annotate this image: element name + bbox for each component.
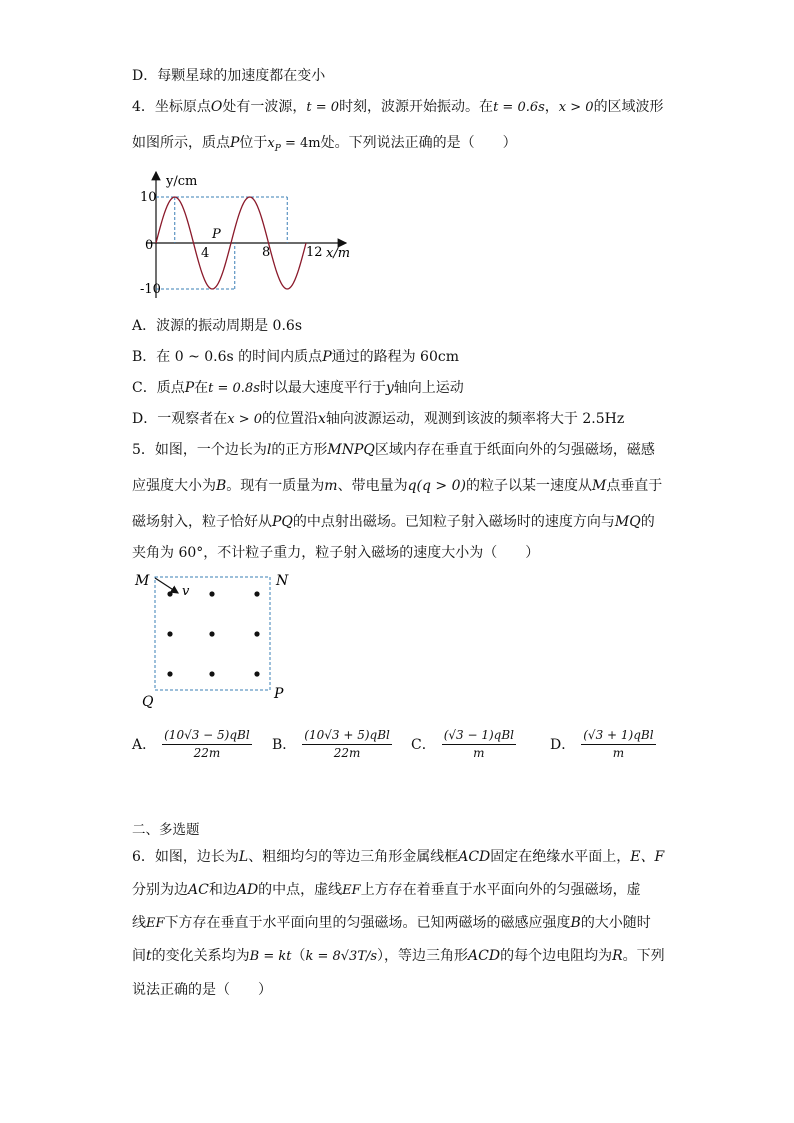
origin-label: 0 (145, 238, 154, 253)
field-dots (167, 591, 259, 676)
q4-option-b: B．在 0 ~ 0.6s 的时间内质点P通过的路程为 60cm (132, 349, 459, 365)
q5-option-b: B． $\frac{\text{(10√3 + 5)qBl}}{22m}$ (272, 728, 390, 760)
label-n: N (276, 573, 289, 589)
q5-option-d: D． $\frac{\text{(√3 + 1)qBl}}{m}$ (550, 728, 654, 760)
section-title: 二、多选题 (132, 822, 200, 838)
q6-stem-line2: 分别为边AC和边AD的中点，虚线EF上方存在着垂直于水平面向外的匀强磁场，虚 (132, 882, 641, 898)
q5-option-c: C． $\frac{\text{(√3 − 1)qBl}}{m}$ (411, 728, 515, 760)
point-p-label: P (212, 227, 221, 242)
q6-stem-line4: 间t的变化关系均为B = kt（k = 8√3T/s），等边三角形ACD的每个边电阻均为R。下列 (132, 948, 665, 964)
x-tick-12: 12 (306, 245, 323, 260)
x-axis-label: x/m (326, 246, 351, 261)
x-tick-4: 4 (201, 246, 210, 261)
label-v: v (182, 584, 190, 599)
q5-stem-line4: 夹角为 60°，不计粒子重力，粒子射入磁场的速度大小为（ ） (132, 545, 540, 561)
q5-stem-line3: 磁场射入，粒子恰好从PQ的中点射出磁场。已知粒子射入磁场时的速度方向与MQ的 (132, 514, 655, 530)
q6-stem-line5: 说法正确的是（ ） (132, 982, 272, 998)
x-tick-8: 8 (262, 245, 271, 260)
label-m: M (135, 573, 150, 589)
y-axis-label: y/cm (166, 174, 198, 189)
magnetic-field-figure (132, 568, 302, 710)
q5-stem-line2: 应强度大小为B。现有一质量为m、带电量为q(q > 0)的粒子以某一速度从M点垂直于 (132, 478, 663, 494)
q3-option-d: D．每颗星球的加速度都在变小 (132, 68, 326, 84)
wave-graph (140, 166, 370, 302)
velocity-arrow (155, 578, 178, 593)
y-tick-10: 10 (140, 190, 157, 205)
q4-stem-line1: 4．坐标原点O处有一波源，t = 0时刻，波源开始振动。在t = 0.6s，x > 0的区域波形 (132, 99, 664, 115)
q4-option-d: D．一观察者在x > 0的位置沿x轴向波源运动，观测到该波的频率将大于 2.5Hz (132, 411, 625, 427)
y-tick-neg10: -10 (140, 282, 161, 297)
label-q: Q (142, 694, 154, 710)
q6-stem-line1: 6．如图，边长为L、粗细均匀的等边三角形金属线框ACD固定在绝缘水平面上，E、F (132, 849, 665, 865)
label-p: P (274, 686, 284, 702)
q5-stem-line1: 5．如图，一个边长为l的正方形MNPQ区域内存在垂直于纸面向外的匀强磁场，磁感 (132, 442, 655, 458)
q6-stem-line3: 线EF下方存在垂直于水平面向里的匀强磁场。已知两磁场的磁感应强度B的大小随时 (132, 915, 651, 931)
q4-option-a: A．波源的振动周期是 0.6s (132, 318, 303, 334)
q4-option-c: C．质点P在t = 0.8s时以最大速度平行于y轴向上运动 (132, 380, 464, 396)
q5-option-a: A． $\frac{\text{(10√3 − 5)qBl}}{22m}$ (132, 728, 250, 760)
q4-stem-line2: 如图所示，质点P位于$x_P = 4m$处。下列说法正确的是（ ） (132, 135, 517, 154)
